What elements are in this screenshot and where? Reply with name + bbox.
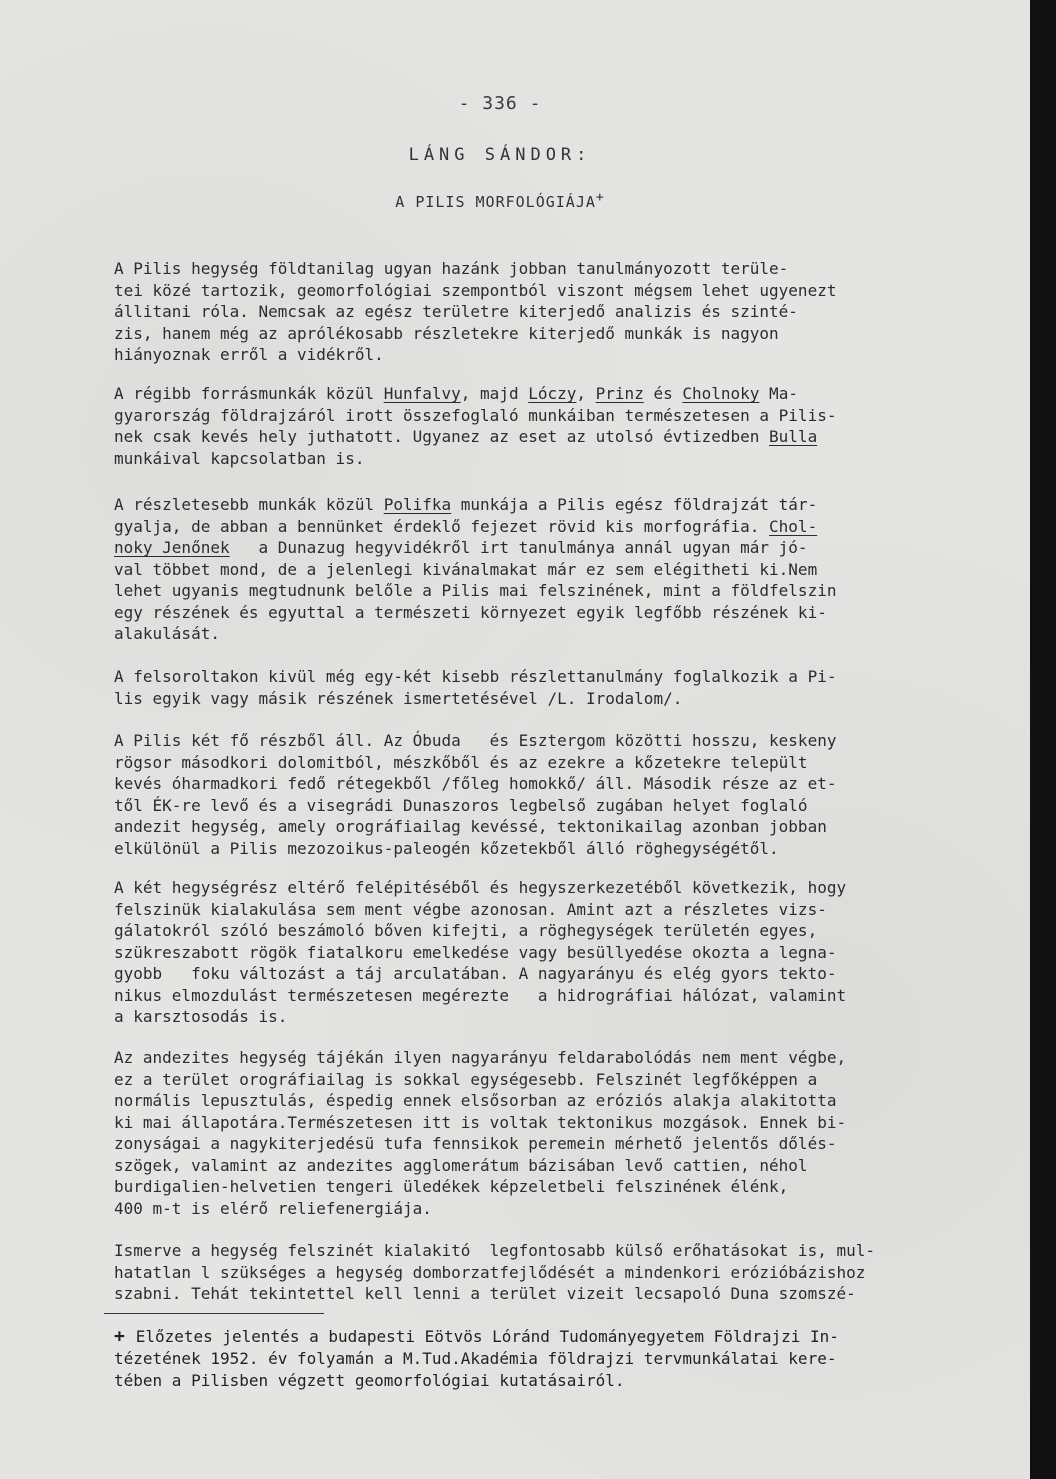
paragraph-3-line: gyalja, de abban a bennünket érdeklő fejezet rövid kis morfográfia. Chol- (114, 516, 818, 536)
paragraph-7 (114, 1047, 944, 1219)
paragraph-2-line: munkáival kapcsolatban is. (114, 448, 365, 468)
paragraph-7-line: normális lepusztulás, éspedig ennek elsősorban az eróziós alakja alakitotta (114, 1091, 837, 1110)
footnote-line: tében a Pilisben végzett geomorfológiai kutatásairól. (114, 1371, 625, 1390)
paragraph-7-line: Az andezites hegység tájékán ilyen nagyarányu feldarabolódás nem ment végbe, (114, 1048, 847, 1067)
paragraph-2-line: nek csak kevés hely juthatott. Ugyanez az eset az utolsó évtizedben Bulla (114, 427, 818, 446)
paragraph-1 (114, 258, 944, 366)
paragraph-1-line: A Pilis hegység földtanilag ugyan hazánk jobban tanulmányozott terüle- (114, 259, 789, 278)
cited-author-name: Bulla (769, 427, 818, 446)
footnote-line: Előzetes jelentés a budapesti Eötvös Lóránd Tudományegyetem Földrajzi In- (135, 1327, 839, 1346)
paragraph-5-line: től ÉK-re levő és a visegrádi Dunaszoros legbelső zugában helyet foglaló (114, 795, 808, 815)
paragraph-3-line: noky Jenőnek a Dunazug hegyvidékről irt tanulmánya annál ugyan már jó- (114, 538, 808, 557)
paragraph-6-line: a karsztosodás is. (114, 1007, 288, 1026)
paragraph-8 (114, 1240, 944, 1305)
cited-author-name: Hunfalvy (383, 384, 461, 403)
paragraph-1-line: tei közé tartozik, geomorfológiai szempontból viszont mégsem lehet ugyenezt (114, 280, 837, 300)
paragraph-6-line: nikus elmozdulást természetesen megérezte a hidrográfiai hálózat, valamint (114, 985, 847, 1005)
paragraph-8-line: Ismerve a hegység felszinét kialakitó legfontosabb külső erőhatásokat is, mul- (114, 1241, 875, 1260)
author-heading: LÁNG SÁNDOR: (408, 145, 592, 165)
paragraph-7-line: 400 m-t is elérő reliefenergiája. (114, 1198, 432, 1218)
paragraph-4-line: A felsoroltakon kivül még egy-két kisebb részlettanulmány foglalkozik a Pi- (114, 667, 837, 686)
page-number: - 336 - (458, 93, 542, 114)
paragraph-5-line: andezit hegység, amely orográfiailag kevéssé, tektonikailag azonban jobban (114, 817, 827, 836)
paragraph-6-line: szükreszabott rögök fiatalkoru emelkedése vagy besüllyedése okozta a legna- (114, 942, 837, 962)
paragraph-6-line: gálatokról szóló beszámoló bőven kifejti, a röghegységek területén egyes, (114, 921, 818, 940)
paragraph-4 (114, 666, 944, 709)
paragraph-8-line: szabni. Tehát tekintettel kell lenni a terület vizeit lecsapoló Duna szomszé- (114, 1284, 856, 1303)
cited-author-name: noky Jenőnek (114, 538, 230, 557)
paragraph-7-line: zonyságai a nagykiterjedésü tufa fennsikok peremein mérhető jelentős dőlés- (114, 1134, 837, 1153)
paragraph-7-line: ez a terület orográfiailag is sokkal egységesebb. Felszinét legfőképpen a (114, 1069, 818, 1089)
footnote-divider (104, 1313, 324, 1314)
paragraph-6-line: gyobb foku változást a táj arculatában. A nagyarányu és elég gyors tekto- (114, 964, 837, 983)
paragraph-6 (114, 877, 944, 1028)
cited-author-name: Prinz (595, 384, 644, 403)
paragraph-4-line: lis egyik vagy másik részének ismertetésével /L. Irodalom/. (114, 688, 683, 708)
paragraph-3-line: val többet mond, de a jelenlegi kivánalmakat már ez sem elégitheti ki.Nem (114, 559, 818, 579)
paragraph-5 (114, 730, 944, 859)
paragraph-6-line: A két hegységrész eltérő felépitéséből és hegyszerkezetéből következik, hogy (114, 878, 847, 897)
paragraph-2-line: A régibb forrásmunkák közül Hunfalvy, majd Lóczy, Prinz és Cholnoky Ma- (114, 384, 798, 403)
cited-author-name: Lóczy (528, 384, 577, 403)
cited-author-name: Cholnoky (682, 384, 760, 403)
paragraph-3-line: lehet ugyanis megtudnunk belőle a Pilis mai felszinének, mint a földfelszin (114, 581, 837, 600)
paragraph-1-line: zis, hanem még az aprólékosabb részletekre kiterjedő munkák is nagyon (114, 323, 779, 343)
paragraph-5-line: rögsor másodkori dolomitból, mészkőből és az ezekre a kőzetekre települt (114, 752, 808, 772)
footnote-mark: + (114, 1326, 136, 1347)
cited-author-name: Polifka (383, 495, 452, 514)
paragraph-5-line: elkülönül a Pilis mezozoikus-paleogén kőzetekből álló röghegységétől. (114, 838, 779, 858)
paragraph-8-line: hatatlan l szükséges a hegység domborzatfejlődését a mindenkori erózióbázishoz (114, 1262, 866, 1282)
article-title (0, 190, 1000, 211)
paragraph-7-line: burdigalien-helvetien tengeri üledékek képzeletbeli felszinének élénk, (114, 1177, 789, 1196)
paragraph-6-line: felszinük kialakulása sem ment végbe azonosan. Amint azt a részletes vizs- (114, 899, 827, 919)
paragraph-7-line: ki mai állapotára.Természetesen itt is voltak tektonikus mozgások. Ennek bi- (114, 1112, 847, 1132)
footnote (114, 1326, 944, 1392)
paragraph-3-line: egy részének és egyuttal a természeti környezet egyik legfőbb részének ki- (114, 602, 827, 622)
cited-author-name: Chol- (769, 516, 818, 536)
paragraph-2-line: gyarország földrajzáról irott összefoglaló munkáiban természetesen a Pilis- (114, 405, 837, 425)
paragraph-5-line: A Pilis két fő részből áll. Az Óbuda és Esztergom közötti hosszu, keskeny (114, 731, 837, 750)
scan-edge (1030, 0, 1056, 1479)
paragraph-3 (114, 494, 944, 645)
paragraph-2 (114, 383, 944, 469)
title-footnote-mark: + (595, 190, 605, 205)
paragraph-7-line: szögek, valamint az andezites agglomerátum bázisában levő cattien, néhol (114, 1155, 808, 1175)
article-title-text: A PILIS MORFOLÓGIÁJA (395, 193, 596, 211)
paragraph-3-line: A részletesebb munkák közül Polifka munkája a Pilis egész földrajzát tár- (114, 495, 818, 514)
paragraph-3-line: alakulását. (114, 624, 220, 643)
paragraph-1-line: hiányoznak erről a vidékről. (114, 345, 384, 364)
paragraph-5-line: kevés óharmadkori fedő rétegekből /főleg homokkő/ áll. Második része az et- (114, 774, 837, 793)
paragraph-1-line: állitani róla. Nemcsak az egész területre kiterjedő analizis és szinté- (114, 302, 798, 321)
footnote-line: tézetének 1952. év folyamán a M.Tud.Akadémia földrajzi tervmunkálatai kere- (114, 1349, 837, 1368)
